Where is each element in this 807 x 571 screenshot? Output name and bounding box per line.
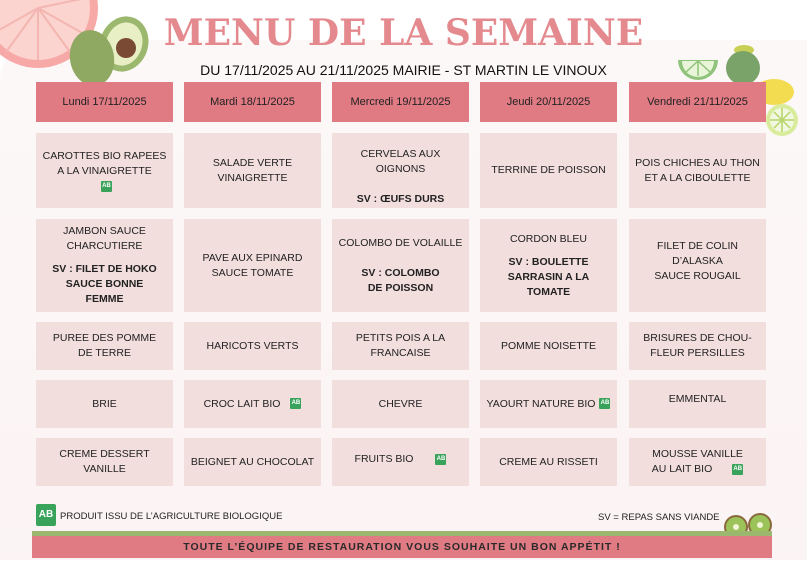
menu-cell-jeudi-accompagnement xyxy=(480,322,617,370)
menu-cell-sv-text: DE POISSON xyxy=(367,281,434,294)
menu-cell-text: COLOMBO DE VOLAILLE xyxy=(338,236,463,249)
menu-cell-sv-text: SV : ŒUFS DURS xyxy=(356,193,445,205)
bio-legend-icon: AB xyxy=(36,504,56,526)
footer-banner: TOUTE L’ÉQUIPE DE RESTAURATION VOUS SOUHAITE UN BON APPÉTIT ! xyxy=(32,536,772,558)
menu-cell-sv-text: SV : FILET DE HOKO xyxy=(52,263,157,275)
menu-cell-text: HARICOTS VERTS xyxy=(206,339,299,352)
menu-cell-text: PETITS POIS A LA xyxy=(355,332,446,344)
menu-cell-mardi-entree xyxy=(184,133,321,208)
menu-cell-lundi-entree xyxy=(36,133,173,208)
menu-cell-text: CROC LAIT BIO AB xyxy=(203,397,301,410)
menu-cell-text: CERVELAS AUX OIGNONS xyxy=(360,148,441,175)
menu-cell-mercredi-dessert xyxy=(332,438,469,486)
menu-cell-text: JAMBON SAUCE xyxy=(63,225,146,237)
menu-cell-sv-text: SV : BOULETTE xyxy=(508,255,589,268)
menu-cell-text: CREME DESSERT VANILLE xyxy=(59,448,150,475)
menu-cell-text: BEIGNET AU CHOCOLAT xyxy=(190,455,315,468)
menu-cell-text: VINAIGRETTE xyxy=(217,171,288,184)
menu-cell-mardi-accompagnement xyxy=(184,322,321,370)
menu-cell-text: FLEUR PERSILLES xyxy=(650,347,745,359)
menu-cell-text: BRISURES DE CHOU- xyxy=(643,332,752,344)
menu-cell-vendredi-fromage xyxy=(629,380,766,428)
day-header-jeudi: Jeudi 20/11/2025 xyxy=(480,82,617,122)
menu-cell-text: FRUITS BIO AB xyxy=(354,453,446,465)
menu-cell-mercredi-accompagnement xyxy=(332,322,469,370)
menu-cell-text: CHEVRE xyxy=(378,397,423,410)
bio-logo-icon: AB xyxy=(101,181,112,192)
bio-legend-text: PRODUIT ISSU DE L’AGRICULTURE BIOLOGIQUE xyxy=(60,511,283,522)
day-header-vendredi: Vendredi 21/11/2025 xyxy=(629,82,766,122)
menu-cell-sv-text: SV : COLOMBO xyxy=(361,266,440,279)
menu-cell-text: YAOURT NATURE BIO AB xyxy=(486,397,610,410)
menu-cell-text: FRANCAISE xyxy=(370,347,431,359)
menu-cell-text: CREME AU RISSETI xyxy=(499,455,598,468)
menu-cell-mardi-fromage xyxy=(184,380,321,428)
menu-cell-text: POMME NOISETTE xyxy=(500,339,597,352)
menu-cell-text: PAVE AUX EPINARD xyxy=(202,251,303,264)
menu-cell-sv-text: FEMME xyxy=(85,293,124,305)
menu-cell-vendredi-entree xyxy=(629,133,766,208)
sv-legend-text: SV = REPAS SANS VIANDE xyxy=(598,512,720,523)
menu-cell-vendredi-accompagnement xyxy=(629,322,766,370)
menu-cell-mardi-plat xyxy=(184,219,321,312)
menu-cell-jeudi-fromage xyxy=(480,380,617,428)
menu-cell-text: CAROTTES BIO RAPEES xyxy=(42,150,167,162)
menu-cell-text: SAUCE TOMATE xyxy=(211,266,294,279)
menu-cell-lundi-plat xyxy=(36,219,173,312)
bio-logo-icon: AB xyxy=(435,454,446,465)
menu-cell-text: TERRINE DE POISSON xyxy=(491,164,606,176)
menu-cell-text: EMMENTAL xyxy=(668,393,727,405)
menu-cell-jeudi-plat xyxy=(480,219,617,312)
menu-cell-text: CORDON BLEU xyxy=(509,232,587,245)
menu-cell-mercredi-entree xyxy=(332,133,469,208)
menu-cell-text: FILET DE COLIN D’ALASKA xyxy=(657,240,738,267)
menu-cell-mardi-dessert xyxy=(184,438,321,486)
menu-cell-sv-text: SARRASIN A LA TOMATE xyxy=(507,270,590,298)
menu-cell-text: POIS CHICHES AU THON xyxy=(635,156,760,169)
page-title: MENU DE LA SEMAINE xyxy=(163,12,644,54)
day-header-mardi: Mardi 18/11/2025 xyxy=(184,82,321,122)
menu-cell-jeudi-entree xyxy=(480,133,617,208)
menu-cell-lundi-dessert xyxy=(36,438,173,486)
menu-cell-vendredi-dessert xyxy=(629,438,766,486)
menu-cell-text: BRIE xyxy=(92,397,117,410)
bio-logo-icon: AB xyxy=(599,398,610,409)
menu-cell-mercredi-plat xyxy=(332,219,469,312)
menu-cell-jeudi-dessert xyxy=(480,438,617,486)
menu-cell-text: CHARCUTIERE xyxy=(66,240,143,252)
menu-cell-text: SAUCE ROUGAIL xyxy=(654,270,741,282)
bio-logo-icon: AB xyxy=(732,464,743,475)
menu-cell-text: AU LAIT BIO AB xyxy=(651,463,743,475)
menu-cell-text: MOUSSE VANILLE xyxy=(652,448,743,460)
day-header-lundi: Lundi 17/11/2025 xyxy=(36,82,173,122)
menu-cell-text: PUREE DES POMME xyxy=(52,332,157,344)
menu-cell-lundi-fromage xyxy=(36,380,173,428)
menu-cell-lundi-accompagnement xyxy=(36,322,173,370)
menu-cell-mercredi-fromage xyxy=(332,380,469,428)
menu-cell-sv-text: SAUCE BONNE xyxy=(65,278,144,290)
menu-cell-text: A LA VINAIGRETTE xyxy=(57,165,152,177)
menu-cell-text: ET A LA CIBOULETTE xyxy=(644,171,751,184)
bio-logo-icon: AB xyxy=(290,398,301,409)
menu-cell-vendredi-plat xyxy=(629,219,766,312)
page-subtitle: DU 17/11/2025 AU 21/11/2025 MAIRIE - ST MARTIN LE VINOUX xyxy=(200,62,607,78)
day-header-mercredi: Mercredi 19/11/2025 xyxy=(332,82,469,122)
menu-cell-text: DE TERRE xyxy=(78,347,131,359)
menu-cell-text: SALADE VERTE xyxy=(212,156,293,169)
